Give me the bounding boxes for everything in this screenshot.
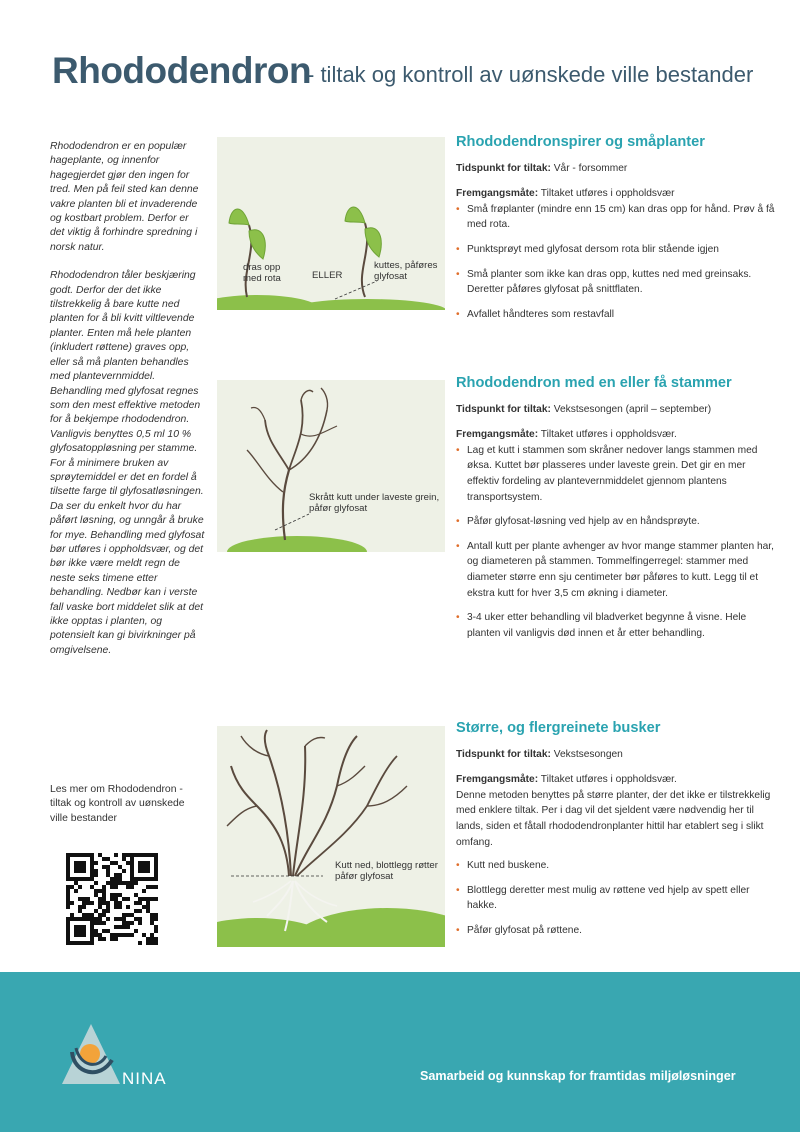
nina-logo-text: NINA xyxy=(122,1069,167,1088)
footer-tagline: Samarbeid og kunnskap for framtidas miljøløsninger xyxy=(420,1069,736,1083)
method-line: Fremgangsmåte: Tiltaket utføres i oppholdsvær. xyxy=(456,774,677,786)
list-item: • Små planter som ikke kan dras opp, kuttes ned med greinsaks. Deretter påføres glyfosat på snittflaten. xyxy=(456,268,752,296)
page-header xyxy=(52,42,772,102)
intro-text xyxy=(50,140,205,672)
section-few-stems xyxy=(456,376,776,650)
list-item: • Punktsprøyt med glyfosat dersom rota blir stående igjen xyxy=(456,242,776,258)
bullet-icon: • xyxy=(456,243,460,255)
intro-paragraph-2: Rhododendron tåler beskjæring godt. Derfor der det ikke tilstrekkelig å bare kutte ned planten for å bli kvitt viltlevende planter. Enten må hele planten (inkludert røttene) graves opp, eller så må planten behandles med plantevernmiddel. Behandling med glyfosat regnes som den mest effektive metoden for å bekjempe rhododendron. Vanligvis benyttes 0,5 ml 10 % glyfosatoppløsning per stamme. For å minimere bruken av sprøytemiddel er det en fordel å tilsette farge til glyfosatløsningen. Da ser du enkelt hvor du har påført løsning, og unngår å bruke for mye. Behandling med glyfosat bør utføres i oppholdsvær, og det bør ikke være meldt regn de neste seks timene etter behandling. Nedbør kan i verste fall vaske bort middelet slik at det ikke opptas i planten, og potensielt kan gi bivirkninger på omgivelsene. xyxy=(50,270,205,656)
section-seedlings xyxy=(456,135,776,331)
illustration-seedlings xyxy=(217,137,445,310)
bullet-icon: • xyxy=(456,203,460,215)
bullet-icon: • xyxy=(456,924,460,936)
bullet-icon: • xyxy=(456,612,460,624)
section-title: Rhododendron med en eller få stammer xyxy=(456,375,732,391)
method-description: Denne metoden benyttes på større planter, der det ikke er tilstrekkelig med enklere tiltak. Per i dag vil det sjeldent være nødvendig her til lands, siden et fåtall rhododendronplanter hittil har etablert seg i slikt omfang. xyxy=(456,789,771,848)
list-item: • Avfallet håndteres som restavfall xyxy=(456,307,776,323)
bullet-list xyxy=(456,858,776,938)
bullet-icon: • xyxy=(456,860,460,872)
list-item: • Antall kutt per plante avhenger av hvor mange stammer planten har, og diameteren på stammen. Tommelfingerregel: stammer med diameter større enn sju centimeter bør påføres to kutt. Legg til et ekstra kutt for hver 3,5 cm økning i diameter. xyxy=(456,540,774,599)
section-large-shrubs xyxy=(456,721,776,948)
list-item: • Blottlegg deretter mest mulig av røttene ved hjelp av spett eller hakke. xyxy=(456,884,750,912)
timing-line: Tidspunkt for tiltak: Vår - forsommer xyxy=(456,162,628,174)
list-item: • Lag et kutt i stammen som skråner nedover langs stammen med øksa. Kuttet bør plasseres under laveste grein. Det gir en mer effektiv fordeling av plantevernmiddelet gjennom plantens transportsystem. xyxy=(456,444,758,503)
label-cut-expose-roots: Kutt ned, blottlegg røtter påfør glyfosat xyxy=(335,860,438,882)
nina-logo-icon xyxy=(60,1022,122,1086)
bullet-icon: • xyxy=(456,268,460,280)
label-or: ELLER xyxy=(312,270,343,281)
intro-paragraph-1: Rhododendron er en populær hageplante, og innenfor hagegjerdet gjør den ingen for tred. Men på feil sted kan denne vakre planten bli et invaderende og kostbart problem. Derfor er det viktig å forhindre spredning i norsk natur. xyxy=(50,141,199,253)
method-line: Fremgangsmåte: Tiltaket utføres i oppholdsvær. xyxy=(456,429,677,441)
section-title: Større, og flergreinete busker xyxy=(456,720,661,736)
bullet-icon: • xyxy=(456,516,460,528)
list-item: • 3-4 uker etter behandling vil bladverket begynne å visne. Hele planten vil vanligvis død innen et år etter behandling. xyxy=(456,612,747,639)
page-subtitle: - tiltak og kontroll av uønskede ville bestander xyxy=(307,62,754,87)
list-item: • Påfør glyfosat på røttene. xyxy=(456,923,776,939)
bullet-icon: • xyxy=(456,308,460,320)
bullet-list xyxy=(456,202,776,323)
label-slanted-cut: Skrått kutt under laveste grein, påfør glyfosat xyxy=(309,492,440,514)
bullet-list xyxy=(456,443,776,642)
page-title: Rhododendron xyxy=(52,50,312,91)
list-item: • Små frøplanter (mindre enn 15 cm) kan dras opp for hånd. Prøv å få med rota. xyxy=(456,203,775,231)
timing-line: Tidspunkt for tiltak: Vekstsesongen (april – september) xyxy=(456,403,712,415)
label-cut: kuttes, påføres glyfosat xyxy=(374,260,438,282)
qr-code[interactable] xyxy=(66,853,158,945)
illustration-few-stems xyxy=(217,380,445,552)
read-more-text: Les mer om Rhododendron - tiltak og kontroll av uønskede ville bestander xyxy=(50,784,185,824)
bullet-icon: • xyxy=(456,540,460,552)
illustration-large-shrub xyxy=(217,726,445,947)
timing-line: Tidspunkt for tiltak: Vekstsesongen xyxy=(456,748,623,760)
bullet-icon: • xyxy=(456,884,460,896)
label-pull-up: dras opp med rota xyxy=(243,262,281,284)
list-item: • Kutt ned buskene. xyxy=(456,858,776,874)
method-line: Fremgangsmåte: Tiltaket utføres i oppholdsvær xyxy=(456,188,675,200)
bullet-icon: • xyxy=(456,444,460,456)
list-item: • Påfør glyfosat-løsning ved hjelp av en håndsprøyte. xyxy=(456,514,776,530)
section-title: Rhododendronspirer og småplanter xyxy=(456,134,705,150)
